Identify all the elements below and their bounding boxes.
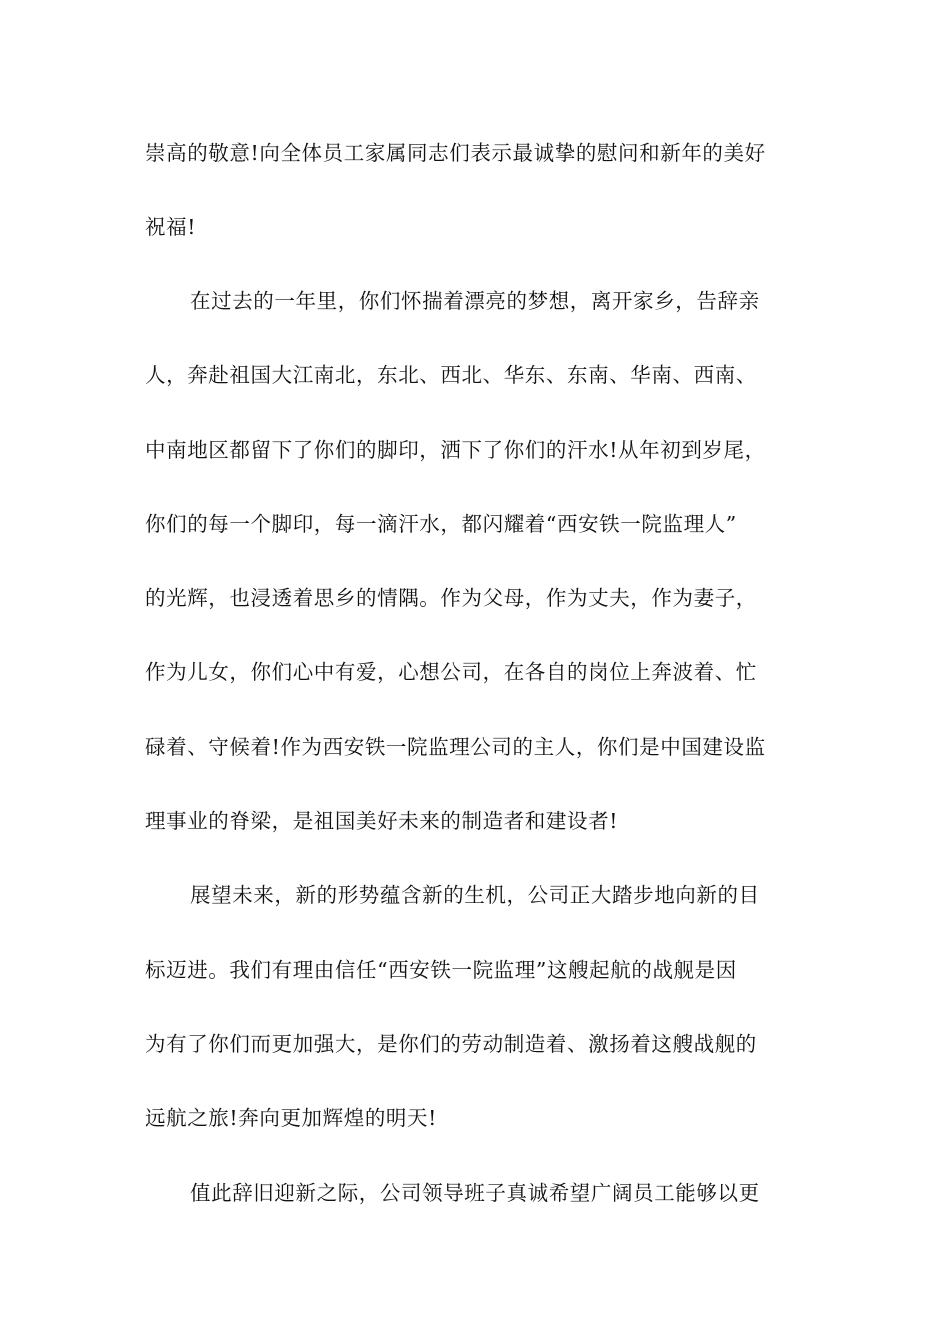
paragraph-start-line: 值此辞旧迎新之际，公司领导班子真诚希望广阔员工能够以更 [190, 1181, 760, 1205]
text-line: 崇高的敬意!向全体员工家属同志们表示最诚挚的慰问和新年的美好 [145, 141, 766, 165]
paragraph-start-line: 展望未来，新的形势蕴含新的生机，公司正大踏步地向新的目 [190, 883, 760, 907]
text-line: 你们的每一个脚印，每一滴汗水，都闪耀着“西安铁一院监理人” [145, 512, 737, 536]
text-line: 作为儿女，你们心中有爱，心想公司，在各自的岗位上奔波着、忙 [145, 660, 757, 684]
text-line: 人，奔赴祖国大江南北，东北、西北、华东、东南、华南、西南、 [145, 363, 757, 387]
text-line: 碌着、守候着!作为西安铁一院监理公司的主人，你们是中国建设监 [145, 735, 766, 759]
paragraph-start-line: 在过去的一年里，你们怀揣着漂亮的梦想，离开家乡，告辞亲 [190, 289, 760, 313]
text-line: 为有了你们而更加强大，是你们的劳动制造着、激扬着这艘战舰的 [145, 1032, 757, 1056]
text-line: 的光辉，也浸透着思乡的情隅。作为父母，作为丈夫，作为妻子， [145, 586, 757, 610]
text-line: 标迈进。我们有理由信任“西安铁一院监理”这艘起航的战舰是因 [145, 958, 737, 982]
text-line: 理事业的脊梁，是祖国美好未来的制造者和建设者! [145, 809, 619, 833]
text-line: 祝福! [145, 215, 197, 239]
text-line: 远航之旅!奔向更加辉煌的明天! [145, 1106, 437, 1130]
text-line: 中南地区都留下了你们的脚印，洒下了你们的汗水!从年初到岁尾， [145, 438, 766, 462]
